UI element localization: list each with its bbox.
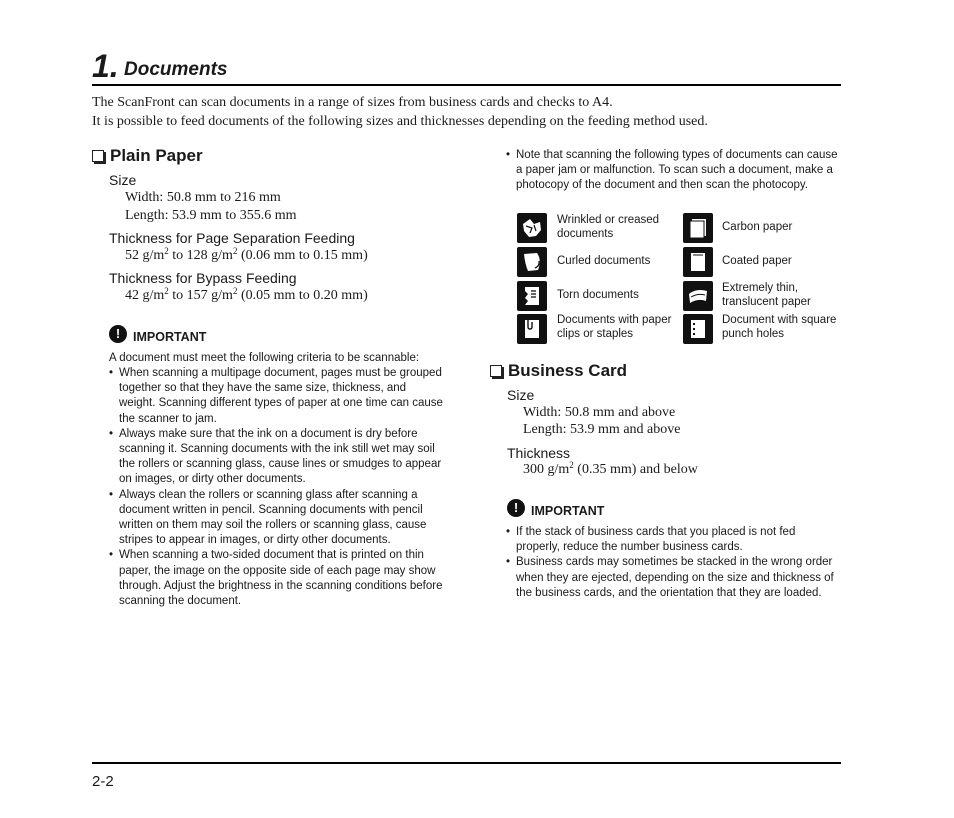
intro-line-2: It is possible to feed documents of the following sizes and thicknesses depending on the feeding method used.: [92, 114, 708, 129]
paper-clip-document-icon: [517, 314, 547, 344]
sep-feeding-value: 52 $g/m^2$ to 128 $g/m^2$ (0.06 mm to 0.15 mm): [125, 246, 368, 263]
chapter-number: 1.: [92, 48, 119, 84]
card-width: Width: 50.8 mm and above: [523, 405, 676, 420]
plain-width: Width: 50.8 mm to 216 mm: [125, 190, 281, 205]
doc-label: Document with square punch holes: [722, 314, 837, 340]
plain-paper-heading-text: Plain Paper: [110, 146, 203, 165]
doc-icon-right-3: [683, 281, 713, 311]
important-left-label: IMPORTANT: [133, 330, 207, 344]
card-length: Length: 53.9 mm and above: [523, 422, 681, 437]
important-right-list: [506, 525, 842, 601]
bypass-feeding-value: 42 $g/m^2$ to 157 $g/m^2$ (0.05 mm to 0.20 mm): [125, 286, 368, 303]
card-size-label: Size: [507, 387, 535, 403]
list-item: • Always clean the rollers or scanning glass after scanning a document written in pencil. Scanning documents with pencil written on them may soil the rollers or scanning glass, cause stripes to appear in images, or dirty other documents.: [109, 488, 443, 549]
page-title: Documents: [124, 59, 228, 80]
exclamation-icon: !: [507, 499, 525, 517]
page-number: 2-2: [92, 773, 114, 790]
list-item: • If the stack of business cards that you placed is not fed properly, reduce the number business cards.: [506, 525, 842, 555]
doc-icon-right-2: [683, 247, 713, 277]
doc-label: Wrinkled or creased documents: [557, 214, 660, 240]
wrinkled-document-icon: [517, 213, 547, 243]
doc-icon-right-1: [683, 213, 713, 243]
important-left-heading: [109, 326, 207, 344]
punch-holes-icon: [683, 314, 713, 344]
list-item: • When scanning a multipage document, pages must be grouped together so that they have the same size, thickness, and weight. Scanning different types of paper at one time can cause the scanner to jam.: [109, 366, 443, 427]
doc-icon-left-4: [517, 314, 547, 344]
card-thickness-label: Thickness: [507, 445, 571, 461]
doc-icon-right-4: [683, 314, 713, 344]
card-thickness-value: 300 $g/m^2$ (0.35 mm) and below: [523, 460, 698, 477]
list-item: • When scanning a two-sided document that is printed on thin paper, the image on the opposite side of each page may show through. Adjust the brightness in the scanning conditions before scanning the document.: [109, 548, 443, 609]
checkbox-square-icon: [92, 150, 104, 162]
important-left-list: [109, 366, 443, 609]
plain-length: Length: 53.9 mm to 355.6 mm: [125, 208, 297, 223]
coated-paper-icon: [683, 247, 713, 277]
doc-label: Coated paper: [722, 255, 792, 267]
bypass-feeding-label: Thickness for Bypass Feeding: [109, 270, 297, 286]
checkbox-square-icon: [490, 365, 502, 377]
note-item: • Note that scanning the following types of documents can cause a paper jam or malfunction. To scan such a document, make a photocopy of the document and then scan the photocopy.: [506, 148, 842, 194]
doc-label: Torn documents: [557, 289, 639, 301]
torn-document-icon: [517, 281, 547, 311]
doc-label: Extremely thin, translucent paper: [722, 282, 811, 308]
doc-icon-left-1: [517, 213, 547, 243]
business-card-heading-text: Business Card: [508, 361, 628, 380]
carbon-paper-icon: [683, 213, 713, 243]
list-item: • Business cards may sometimes be stacked in the wrong order when they are ejected, depending on the size and thickness of the business cards, and the orientation that they are loaded.: [506, 555, 842, 601]
doc-icon-left-3: [517, 281, 547, 311]
list-item: • Always make sure that the ink on a document is dry before scanning it. Scanning documents with the ink still wet may soil the rollers or scanning glass, cause lines or smudges to appear on images, or dirty other documents.: [109, 427, 443, 488]
doc-label: Documents with paper clips or staples: [557, 314, 672, 340]
important-left-lead: A document must meet the following criteria to be scannable:: [109, 352, 420, 364]
intro-line-1: The ScanFront can scan documents in a range of sizes from business cards and checks to A4.: [92, 95, 613, 110]
footer-rule: [92, 762, 841, 764]
exclamation-icon: !: [109, 325, 127, 343]
doc-label: Curled documents: [557, 255, 651, 267]
header-rule: [92, 84, 841, 86]
doc-label: Carbon paper: [722, 221, 793, 233]
curled-document-icon: [517, 247, 547, 277]
business-card-heading: [490, 361, 627, 381]
important-right-heading: [507, 500, 605, 518]
note-list: [506, 148, 842, 194]
doc-icon-left-2: [517, 247, 547, 277]
sep-feeding-label: Thickness for Page Separation Feeding: [109, 230, 355, 246]
plain-size-label: Size: [109, 172, 137, 188]
plain-paper-heading: [92, 146, 203, 166]
thin-paper-icon: [683, 281, 713, 311]
important-right-label: IMPORTANT: [531, 504, 605, 518]
